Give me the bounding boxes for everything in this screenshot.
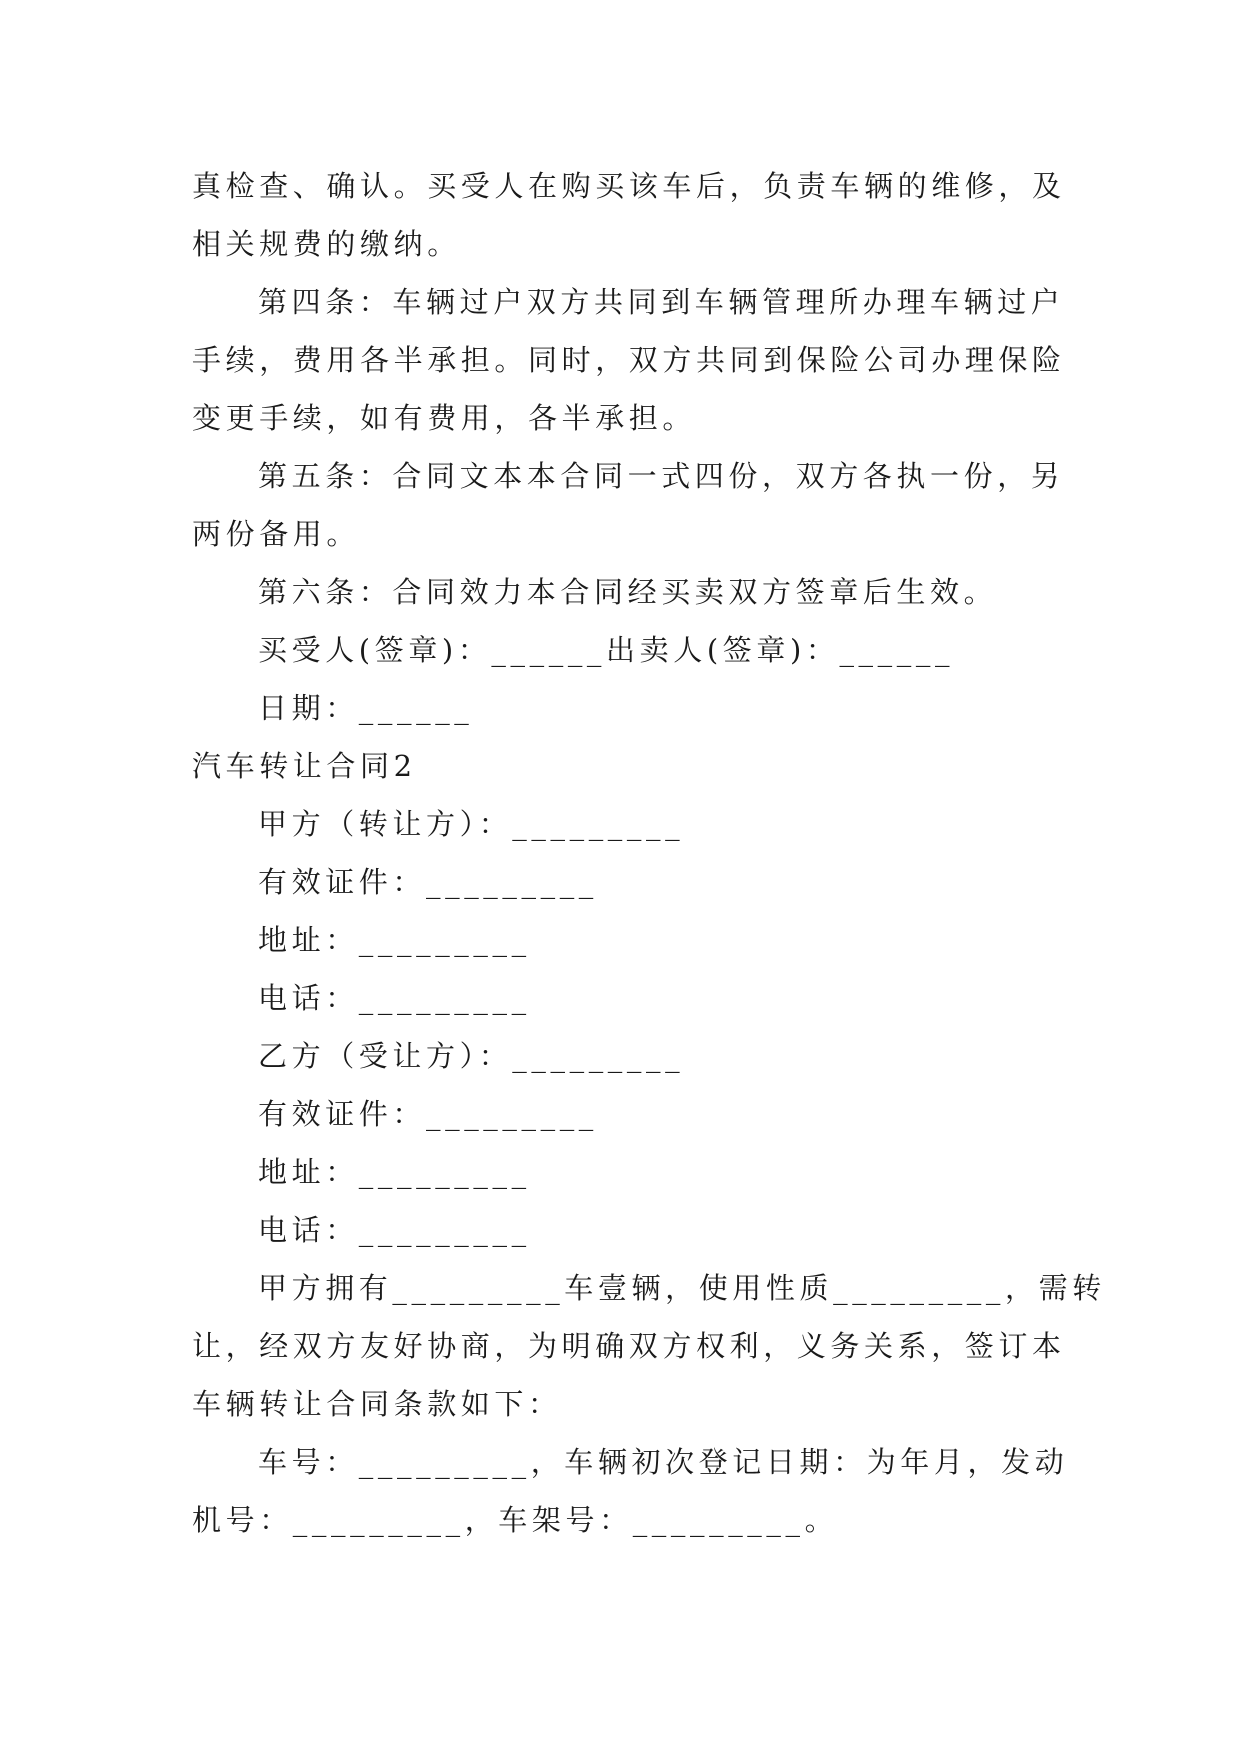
text-line: 两份备用。 xyxy=(192,517,361,551)
party-a-address-line: 地址：_________ xyxy=(258,923,531,957)
text-line: 真检查、确认。买受人在购买该车后，负责车辆的维修，及 xyxy=(192,169,1066,203)
signature-line: 买受人(签章)：______出卖人(签章)：______ xyxy=(258,633,955,667)
party-b-phone-line: 电话：_________ xyxy=(258,1213,531,1247)
article-6: 第六条：合同效力本合同经买卖双方签章后生效。 xyxy=(258,575,998,609)
article-4: 第四条：车辆过户双方共同到车辆管理所办理车辆过户 xyxy=(258,285,1065,319)
vehicle-info-line: 机号：_________，车架号：_________。 xyxy=(192,1503,839,1537)
date-line: 日期：______ xyxy=(258,691,474,725)
party-b-line: 乙方（受让方）：_________ xyxy=(258,1039,685,1073)
party-a-line: 甲方（转让方）：_________ xyxy=(258,807,685,841)
text-line: 甲方拥有_________车壹辆，使用性质_________，需转 xyxy=(258,1271,1106,1305)
vehicle-info-line: 车号：_________，车辆初次登记日期：为年月，发动 xyxy=(258,1445,1069,1479)
party-a-phone-line: 电话：_________ xyxy=(258,981,531,1015)
text-line: 变更手续，如有费用，各半承担。 xyxy=(192,401,697,435)
party-b-id-line: 有效证件：_________ xyxy=(258,1097,598,1131)
article-5: 第五条：合同文本本合同一式四份，双方各执一份，另 xyxy=(258,459,1065,493)
section-title: 汽车转让合同2 xyxy=(192,749,417,783)
text-line: 让，经双方友好协商，为明确双方权利，义务关系，签订本 xyxy=(192,1329,1066,1363)
text-line: 相关规费的缴纳。 xyxy=(192,227,461,261)
text-line: 手续，费用各半承担。同时，双方共同到保险公司办理保险 xyxy=(192,343,1066,377)
party-a-id-line: 有效证件：_________ xyxy=(258,865,598,899)
text-line: 车辆转让合同条款如下： xyxy=(192,1387,562,1421)
party-b-address-line: 地址：_________ xyxy=(258,1155,531,1189)
